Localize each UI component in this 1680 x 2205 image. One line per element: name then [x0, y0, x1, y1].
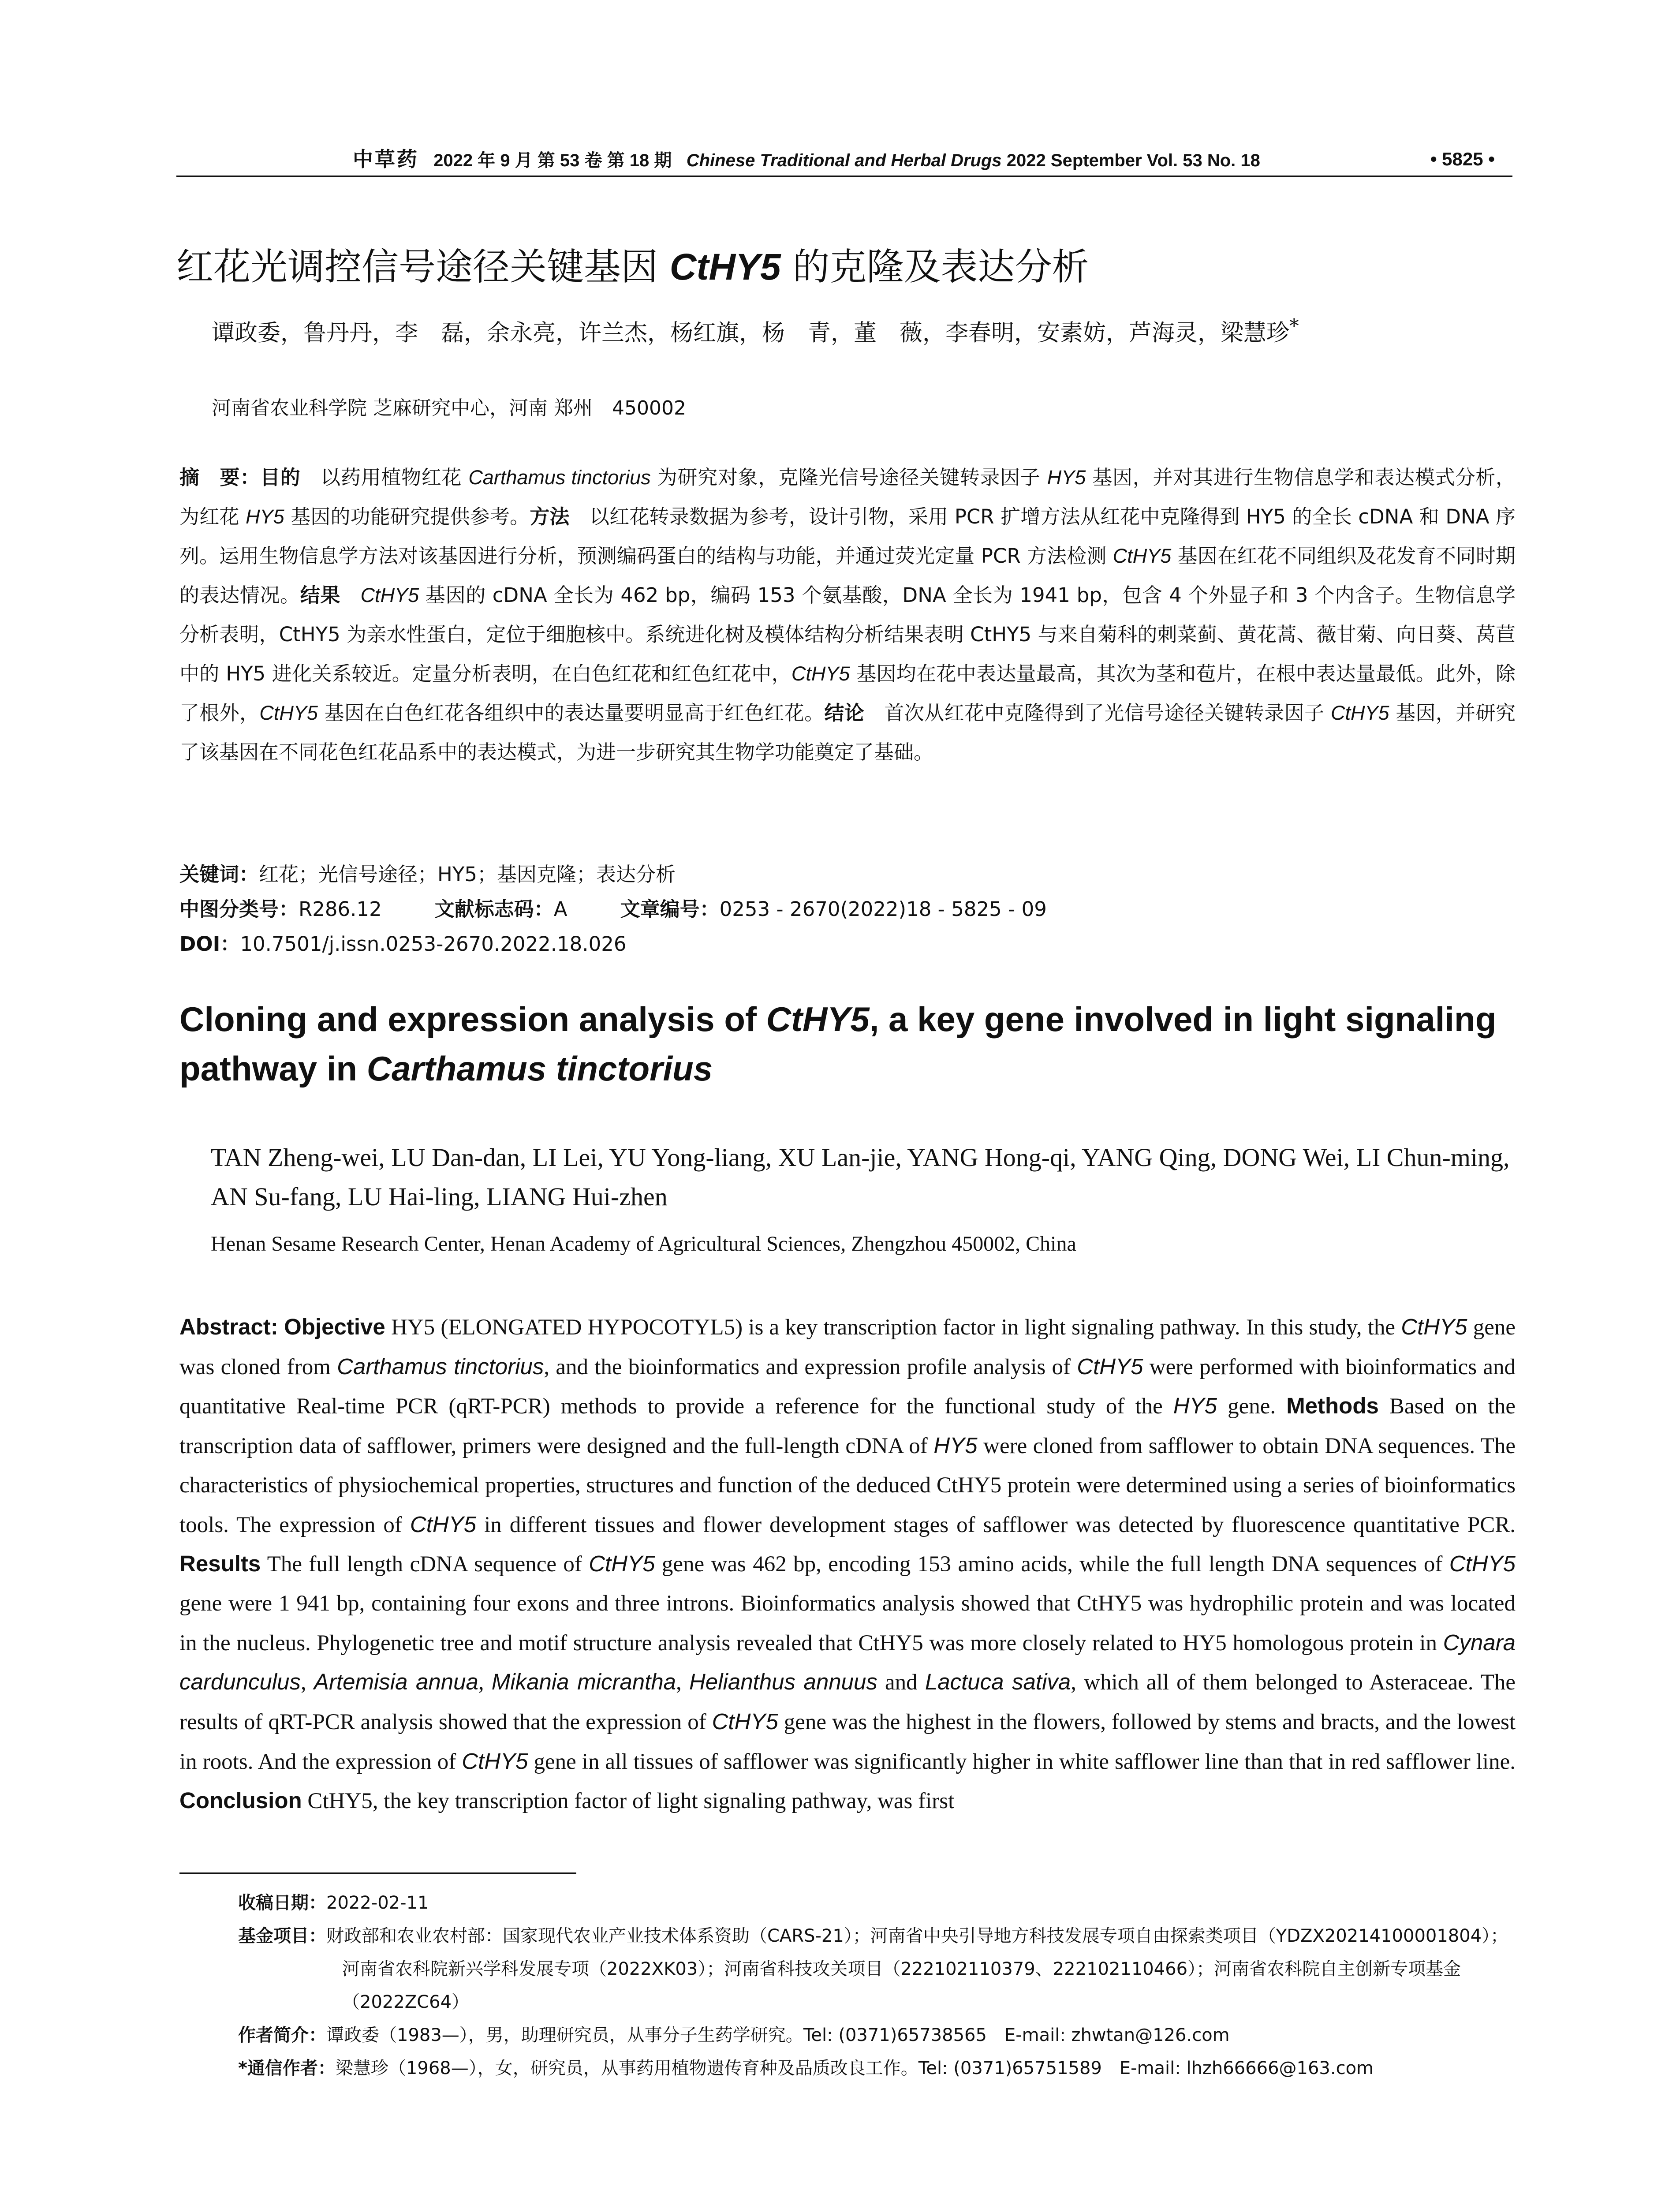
keywords-text: 红花；光信号途径；HY5；基因克隆；表达分析 [259, 863, 676, 886]
abstract-text: The full length cDNA sequence of [261, 1552, 589, 1577]
abstract-label: Abstract: [179, 1314, 278, 1339]
objective-label: Objective [284, 1314, 385, 1339]
abstract-text: , [676, 1670, 689, 1695]
species-name: Helianthus annuus [689, 1669, 877, 1695]
chinese-title [176, 240, 1512, 293]
gene-name: CtHY5 [259, 702, 318, 724]
title-part: Cloning and expression analysis of [179, 1000, 766, 1039]
abstract-text: 基因，并研究了该基因在不同花色红花品系中的表达模式，为进一步研究其生物学功能奠定了基础。 [179, 701, 1516, 764]
conclusion-label: Conclusion [179, 1788, 302, 1813]
abstract-text: , [301, 1670, 314, 1695]
abstract-text: gene in all tissues of safflower was significantly higher in white safflower line than that in red safflower line. [528, 1749, 1516, 1774]
footnote-received [238, 1887, 1517, 1920]
english-abstract [179, 1308, 1516, 1821]
gene-name: HY5 [933, 1433, 978, 1458]
english-title [179, 994, 1516, 1093]
results-label: 结果 [300, 583, 340, 607]
abstract-text: 基因在红花不同组织及花发育不同时期的表达情况。 [179, 544, 1516, 607]
footnote-author-bio [238, 2019, 1517, 2052]
title-gene: CtHY5 [669, 246, 781, 288]
gene-name: CtHY5 [712, 1709, 778, 1734]
species-name: Lactuca sativa [925, 1669, 1071, 1695]
issue-cn: 2022 年 9 月 第 53 卷 第 18 期 [433, 151, 672, 170]
species-name: Carthamus tinctorius [337, 1353, 544, 1379]
gene-name: CtHY5 [410, 1511, 477, 1537]
gene-name: HY5 [246, 505, 284, 528]
gene-name: CtHY5 [1113, 545, 1172, 567]
author-list: 谭政委，鲁丹丹，李 磊，余永亮，许兰杰，杨红旗，杨 青，董 薇，李春明，安素妨，芦海灵，梁慧珍 [212, 320, 1290, 347]
chinese-authors [212, 309, 1517, 351]
abstract-text: gene was 462 bp, encoding 153 amino acids, while the full length DNA sequences of [655, 1552, 1449, 1577]
clc-label: 中图分类号： [179, 897, 299, 921]
article-number-label: 文章编号： [620, 897, 720, 921]
journal-name-cn: 中草药 [353, 147, 419, 171]
abstract-text: 基因在白色红花各组织中的表达量要明显高于红色红花。 [317, 701, 825, 725]
abstract-text: 基因的功能研究提供参考。 [284, 505, 530, 528]
corresponding-mark: * [1289, 315, 1299, 337]
abstract-text: , [478, 1670, 492, 1695]
title-species: Carthamus tinctorius [366, 1049, 713, 1088]
species-name: Artemisia annua [314, 1669, 478, 1695]
objective-label: 目的 [260, 466, 301, 489]
gene-name: CtHY5 [1449, 1551, 1516, 1577]
abstract-text: 基因，并对其进行生物信息学和表达模式分析，为红花 [179, 466, 1516, 528]
abstract-text: gene was cloned from [179, 1315, 1516, 1379]
header-divider [176, 176, 1512, 177]
abstract-text: gene was the highest in the flowers, followed by stems and bracts, and the lowest in roots. And the expression of [179, 1710, 1516, 1774]
abstract-text: HY5 (ELONGATED HYPOCOTYL5) is a key transcription factor in light signaling pathway. In this study, the [385, 1315, 1401, 1340]
english-affiliation: Henan Sesame Research Center, Henan Academy of Agricultural Sciences, Zhengzhou 450002, China [211, 1232, 1076, 1256]
page-number: • 5825 • [1430, 149, 1495, 169]
title-part: 的克隆及表达分析 [780, 245, 1089, 288]
classification-line [179, 892, 1516, 927]
corresponding-label: *通信作者： [238, 2058, 336, 2078]
footnotes [238, 1887, 1517, 2085]
abstract-text: 基因的 cDNA 全长为 462 bp，编码 153 个氨基酸，DNA 全长为 1941 bp，包含 4 个外显子和 3 个内含子。生物信息学分析表明，CtHY5 为亲水性蛋白，定位于细胞核中。系统进化树及模体结构分析结果表明 CtHY5 与来自菊科的刺菜蓟、黄花蒿、薇甘菊、向日葵、莴苣中的 HY5 进化关系较近。定量分析表明，在白色红花和红色红花中， [179, 583, 1516, 685]
gene-name: CtHY5 [1331, 702, 1389, 724]
issue-en: 2022 September Vol. 53 No. 18 [1006, 151, 1260, 170]
abstract-text: were performed with bioinformatics and quantitative Real-time PCR (qRT-PCR) methods to provide a reference for the functional study of the [179, 1354, 1516, 1419]
abstract-text: were cloned from safflower to obtain DNA sequences. The characteristics of physiochemical properties, structures and function of the deduced CtHY5 protein were determined using a series of bioinformatics tools. The expression of [179, 1434, 1516, 1537]
journal-name-en: Chinese Traditional and Herbal Drugs [686, 151, 1002, 170]
abstract-text: gene. [1217, 1394, 1287, 1419]
english-authors: TAN Zheng-wei, LU Dan-dan, LI Lei, YU Yong-liang, XU Lan-jie, YANG Hong-qi, YANG Qing, DONG Wei, LI Chun-ming, AN Su-fang, LU Hai-ling, LIANG Hui-zhen [211, 1143, 1510, 1211]
funding-text: 财政部和农业农村部：国家现代农业产业技术体系资助（CARS-21）；河南省中央引导地方科技发展专项自由探索类项目（YDZX20214100001804）；河南省农科院新兴学科发展专项（2022XK03）；河南省科技攻关项目（222102110379、222102110466）；河南省农科院自主创新专项基金（2022ZC64） [326, 1926, 1508, 2012]
footnote-corresponding [238, 2052, 1517, 2085]
doi-line [179, 927, 1516, 962]
gene-name: HY5 [1047, 466, 1086, 489]
species-name: Cynara cardunculus [179, 1629, 1516, 1695]
doi-value[interactable]: 10.7501/j.issn.0253-2670.2022.18.026 [240, 932, 627, 956]
gene-name: CtHY5 [462, 1748, 528, 1774]
gene-name: CtHY5 [1077, 1353, 1143, 1379]
doc-code-value: A [553, 897, 567, 921]
clc-value: R286.12 [299, 897, 382, 921]
species-name: Mikania micrantha [491, 1669, 676, 1695]
abstract-text: Based on the transcription data of safflower, primers were designed and the full-length cDNA of [179, 1394, 1516, 1459]
gene-name: CtHY5 [791, 662, 850, 685]
abstract-text: in different tissues and flower development stages of safflower was detected by fluorescence quantitative PCR. [476, 1512, 1516, 1537]
received-label: 收稿日期： [238, 1893, 326, 1913]
chinese-affiliation: 河南省农业科学院 芝麻研究中心，河南 郑州 450002 [212, 397, 686, 419]
author-bio-text: 谭政委（1983—），男，助理研究员，从事分子生药学研究。Tel: (0371)65738565 E-mail: zhwtan@126.com [326, 2025, 1230, 2045]
doi-label: DOI： [179, 932, 240, 956]
abstract-text: 基因均在花中表达量最高，其次为茎和苞片，在根中表达量最低。此外，除了根外， [179, 662, 1516, 725]
abstract-text: 为研究对象，克隆光信号途径关键转录因子 [650, 466, 1047, 489]
keywords-line [179, 857, 1516, 892]
author-bio-label: 作者简介： [238, 2025, 326, 2045]
results-label: Results [179, 1551, 261, 1577]
received-date: 2022-02-11 [326, 1893, 429, 1913]
methods-label: 方法 [530, 505, 570, 528]
species-name: Carthamus tinctorius [468, 466, 651, 489]
abstract-text: , and the bioinformatics and expression profile analysis of [544, 1354, 1077, 1379]
abstract-text: , which all of them belonged to Asteraceae. The results of qRT-PCR analysis showed that the expression of [179, 1670, 1516, 1735]
chinese-abstract [179, 458, 1516, 772]
abstract-text: 以红花转录数据为参考，设计引物，采用 PCR 扩增方法从红花中克隆得到 HY5 的全长 cDNA 和 DNA 序列。运用生物信息学方法对该基因进行分析，预测编码蛋白的结构与功能，并通过荧光定量 PCR 方法检测 [179, 505, 1516, 568]
abstract-text: 以药用植物红花 [300, 466, 469, 489]
gene-name: CtHY5 [1401, 1314, 1467, 1339]
title-gene: CtHY5 [766, 1000, 870, 1039]
keywords-label: 关键词： [179, 863, 259, 886]
abstract-label: 摘 要： [179, 466, 260, 489]
doc-code-label: 文献标志码： [434, 897, 554, 921]
footnote-divider [179, 1872, 576, 1874]
abstract-text: gene were 1 941 bp, containing four exons and three introns. Bioinformatics analysis showed that CtHY5 was hydrophilic protein and was located in the nucleus. Phylogenetic tree and motif structure analysis revealed that CtHY5 was more closely related to HY5 homologous protein in [179, 1591, 1516, 1656]
corresponding-text: 梁慧珍（1968—），女，研究员，从事药用植物遗传育种及品质改良工作。Tel: (0371)65751589 E-mail: lhzh66666@163.com [335, 2058, 1374, 2078]
abstract-text: and [877, 1670, 925, 1695]
conclusion-label: 结论 [824, 701, 865, 725]
gene-name: CtHY5 [589, 1551, 655, 1577]
gene-name: CtHY5 [360, 584, 419, 606]
journal-info [353, 144, 1260, 176]
methods-label: Methods [1286, 1393, 1379, 1419]
running-header [176, 144, 1512, 175]
title-part: , a key gene involved in light signaling pathway in [179, 1000, 1497, 1088]
footnote-funding [238, 1920, 1517, 2019]
gene-name: HY5 [1173, 1393, 1217, 1419]
title-part: 红花光调控信号途径关键基因 [176, 245, 670, 288]
article-number-value: 0253 - 2670(2022)18 - 5825 - 09 [719, 897, 1047, 921]
abstract-text: 首次从红花中克隆得到了光信号途径关键转录因子 [864, 701, 1331, 725]
funding-label: 基金项目： [238, 1926, 326, 1946]
abstract-text: CtHY5, the key transcription factor of light signaling pathway, was first [302, 1789, 955, 1814]
